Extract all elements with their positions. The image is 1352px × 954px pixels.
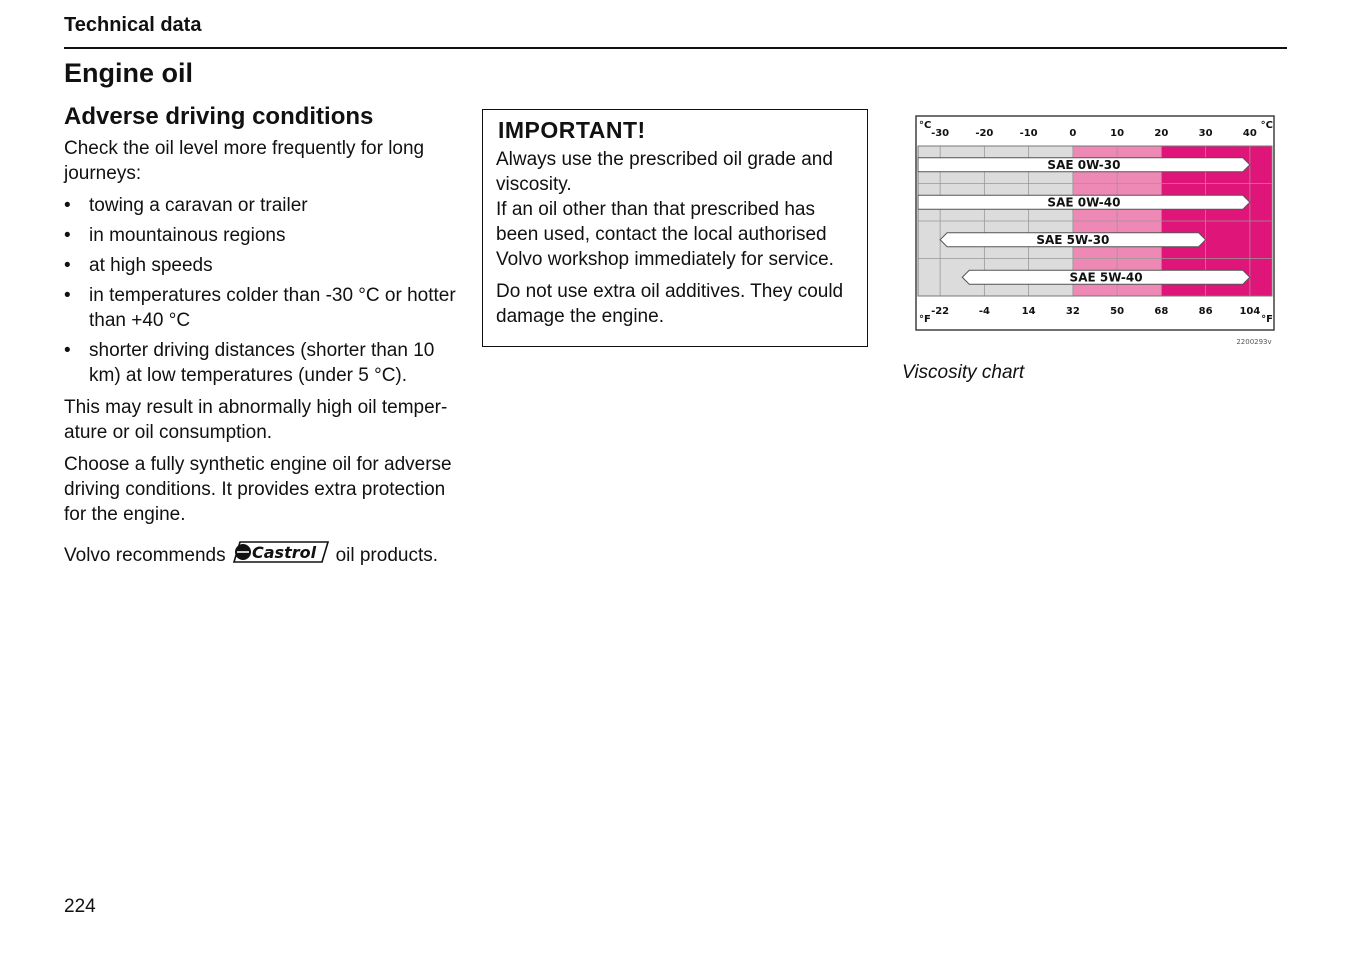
recommend-before-text: Volvo recommends [64, 545, 226, 566]
fahrenheit-tick-label: -4 [978, 306, 990, 317]
list-item [64, 253, 459, 278]
oil-grade-label: SAE 0W-30 [1047, 157, 1121, 172]
important-paragraph-2: Do not use extra oil additives. They could damage the engine. [496, 281, 844, 327]
oil-grade-label: SAE 0W-40 [1047, 195, 1121, 210]
important-line-1: Always use the prescribed oil grade and viscosity. [496, 149, 833, 195]
list-item-text: towing a caravan or trailer [89, 195, 308, 216]
bullet-glyph: • [64, 255, 71, 276]
consequence-paragraph: This may result in abnormally high oil temper-ature or oil consumption. [64, 397, 448, 443]
list-item [64, 283, 459, 333]
viscosity-chart-svg [912, 112, 1282, 350]
adverse-conditions-heading: Adverse driving conditions [64, 103, 374, 130]
bullet-glyph: • [64, 285, 71, 306]
celsius-unit-right: °C [1260, 120, 1273, 131]
important-paragraph-1 [496, 147, 854, 272]
oil-grade-label: SAE 5W-40 [1069, 270, 1143, 285]
fahrenheit-tick-label: 104 [1239, 306, 1261, 317]
list-item-text: shorter driving distances (shorter than 10 km) at low temperatures (under 5 °C). [89, 340, 435, 386]
castrol-logo-text: Castrol [251, 542, 316, 562]
celsius-unit-left: °C [919, 120, 932, 131]
fahrenheit-tick-label: 68 [1154, 306, 1169, 317]
celsius-tick-label: 10 [1110, 128, 1125, 139]
figure-code: 2200293v [1236, 338, 1272, 346]
chart-caption: Viscosity chart [902, 362, 1025, 383]
page-number: 224 [64, 896, 96, 917]
celsius-tick-label: -30 [931, 128, 950, 139]
recommend-after-text: oil products. [335, 545, 439, 566]
fahrenheit-unit-right: °F [1261, 314, 1273, 325]
recommendation-line [64, 543, 459, 568]
celsius-tick-label: 20 [1154, 128, 1169, 139]
bullet-glyph: • [64, 225, 71, 246]
section-title: Engine oil [64, 58, 194, 88]
important-title: IMPORTANT! [498, 117, 646, 143]
oil-grade-label: SAE 5W-30 [1036, 232, 1110, 247]
important-line-2: If an oil other than that prescribed has been used, contact the local authorised Volvo workshop immediately for service. [496, 199, 834, 270]
list-item-text: in mountainous regions [89, 225, 286, 246]
celsius-tick-label: -10 [1019, 128, 1038, 139]
important-box [482, 109, 868, 347]
fahrenheit-tick-label: -22 [931, 306, 950, 317]
list-item-text: at high speeds [89, 255, 213, 276]
castrol-logo [232, 540, 330, 564]
bullet-glyph: • [64, 340, 71, 361]
header-title: Technical data [64, 14, 202, 36]
synthetic-oil-paragraph: Choose a fully synthetic engine oil for adverse driving conditions. It provides extra protection for the engine. [64, 454, 452, 525]
celsius-tick-label: 40 [1242, 128, 1257, 139]
fahrenheit-tick-label: 14 [1021, 306, 1036, 317]
celsius-tick-label: 0 [1069, 128, 1077, 139]
conditions-list [64, 193, 459, 388]
celsius-tick-label: -20 [975, 128, 994, 139]
celsius-tick-label: 30 [1198, 128, 1213, 139]
left-column [64, 102, 459, 575]
header-rule [64, 47, 1287, 49]
intro-paragraph: Check the oil level more frequently for long journeys: [64, 138, 425, 184]
fahrenheit-tick-label: 86 [1198, 306, 1213, 317]
fahrenheit-tick-label: 50 [1110, 306, 1125, 317]
fahrenheit-unit-left: °F [919, 314, 931, 325]
bullet-glyph: • [64, 195, 71, 216]
viscosity-chart [912, 112, 1282, 350]
fahrenheit-tick-label: 32 [1065, 306, 1080, 317]
list-item [64, 193, 459, 218]
list-item [64, 223, 459, 248]
list-item-text: in temperatures colder than -30 °C or hotter than +40 °C [89, 285, 456, 331]
list-item [64, 338, 459, 388]
